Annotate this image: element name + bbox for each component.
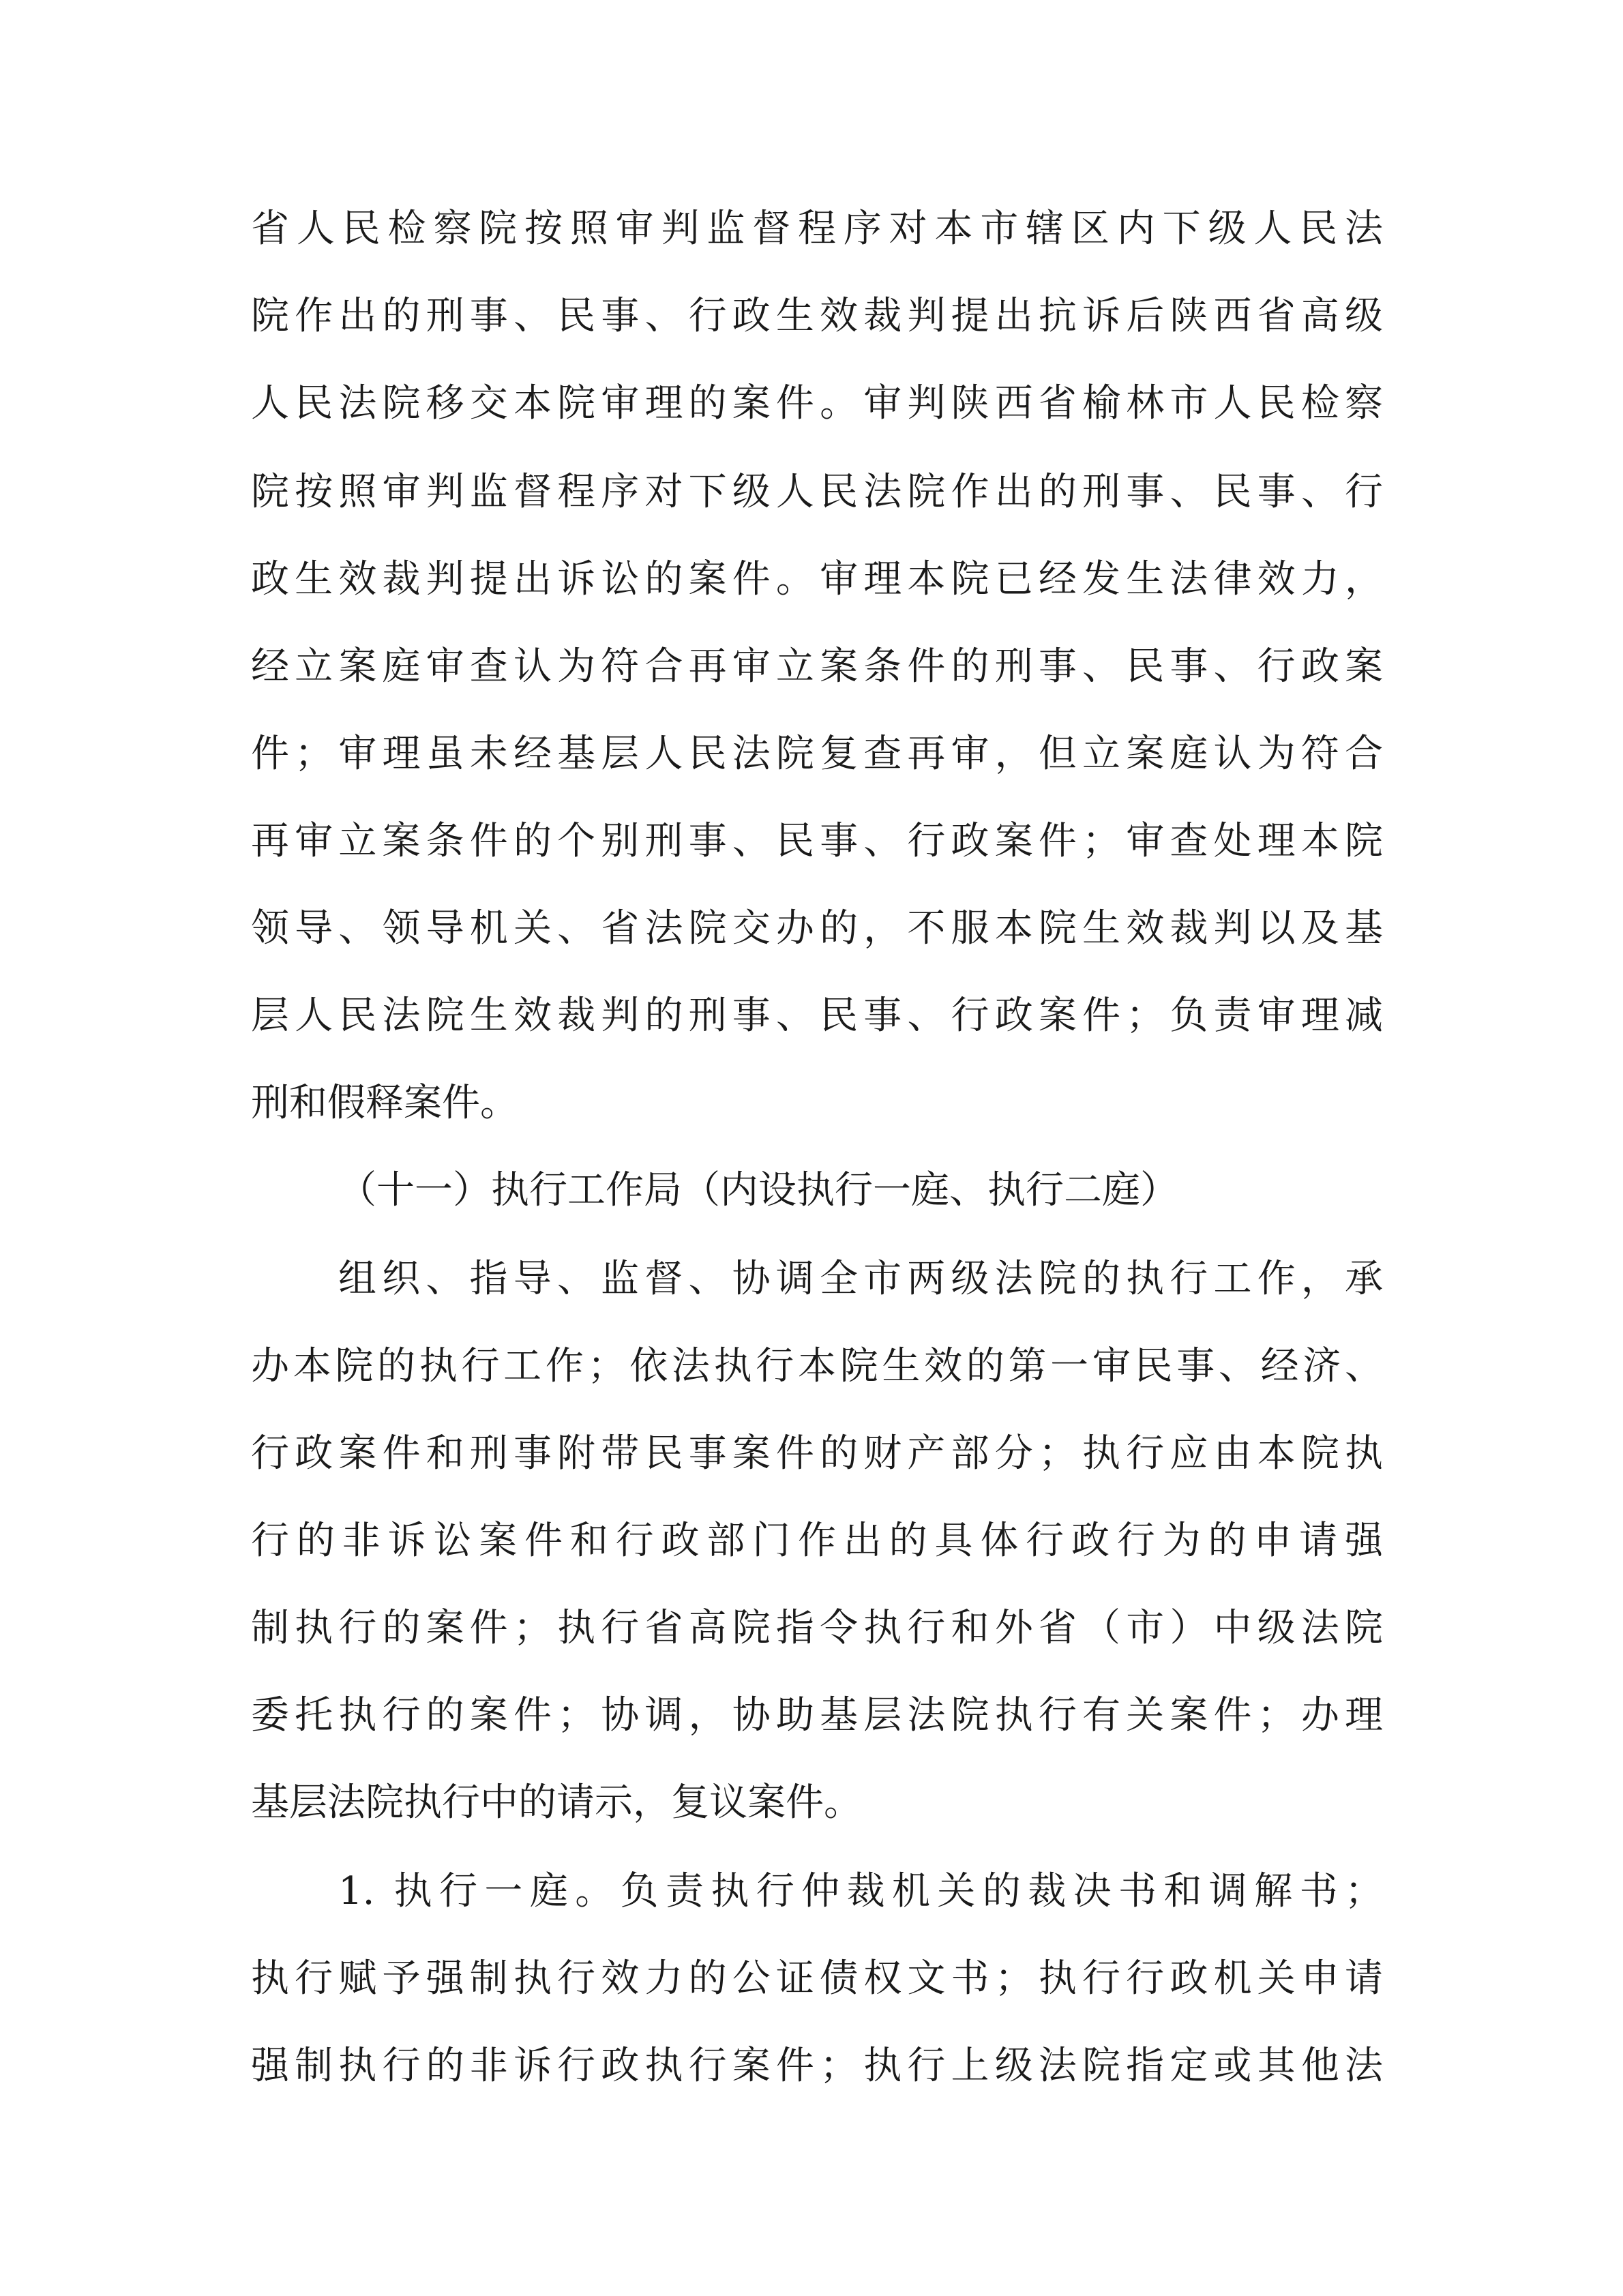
paragraph-line: 执行赋予强制执行效力的公证债权文书；执行行政机关申请	[251, 1956, 1383, 2001]
paragraph-line: 组织、指导、监督、协调全市两级法院的执行工作，承	[338, 1257, 1383, 1301]
paragraph-line: 院作出的刑事、民事、行政生效裁判提出抗诉后陕西省高级	[251, 294, 1383, 338]
paragraph-line: 人民法院移交本院审理的案件。审判陕西省榆林市人民检察	[251, 381, 1383, 426]
paragraph-line: 再审立案条件的个别刑事、民事、行政案件；审查处理本院	[251, 819, 1383, 863]
section-heading: （十一）执行工作局（内设执行一庭、执行二庭）	[338, 1168, 1178, 1212]
paragraph-line: 政生效裁判提出诉讼的案件。审理本院已经发生法律效力，	[251, 557, 1383, 601]
paragraph-line: 件；审理虽未经基层人民法院复查再审，但立案庭认为符合	[251, 732, 1383, 776]
paragraph-line: 制执行的案件；执行省高院指令执行和外省（市）中级法院	[251, 1606, 1383, 1650]
paragraph-line: 经立案庭审查认为符合再审立案条件的刑事、民事、行政案	[251, 644, 1383, 689]
paragraph-line: 委托执行的案件；协调，协助基层法院执行有关案件；办理	[251, 1693, 1383, 1738]
paragraph-line: 强制执行的非诉行政执行案件；执行上级法院指定或其他法	[251, 2044, 1383, 2088]
paragraph-line: 领导、领导机关、省法院交办的，不服本院生效裁判以及基	[251, 906, 1383, 951]
paragraph-line: 行政案件和刑事附带民事案件的财产部分；执行应由本院执	[251, 1431, 1383, 1476]
paragraph-line: 办本院的执行工作；依法执行本院生效的第一审民事、经济、	[251, 1344, 1383, 1388]
paragraph-line: 行的非诉讼案件和行政部门作出的具体行政行为的申请强	[251, 1519, 1383, 1563]
paragraph-line: 层人民法院生效裁判的刑事、民事、行政案件；负责审理减	[251, 994, 1383, 1038]
paragraph-line: 刑和假释案件。	[251, 1081, 518, 1125]
paragraph-line: 省人民检察院按照审判监督程序对本市辖区内下级人民法	[251, 207, 1383, 251]
paragraph-line: 1. 执行一庭。负责执行仲裁机关的裁决书和调解书；	[338, 1869, 1383, 1913]
paragraph-line: 院按照审判监督程序对下级人民法院作出的刑事、民事、行	[251, 470, 1383, 514]
paragraph-line: 基层法院执行中的请示，复议案件。	[251, 1780, 862, 1825]
